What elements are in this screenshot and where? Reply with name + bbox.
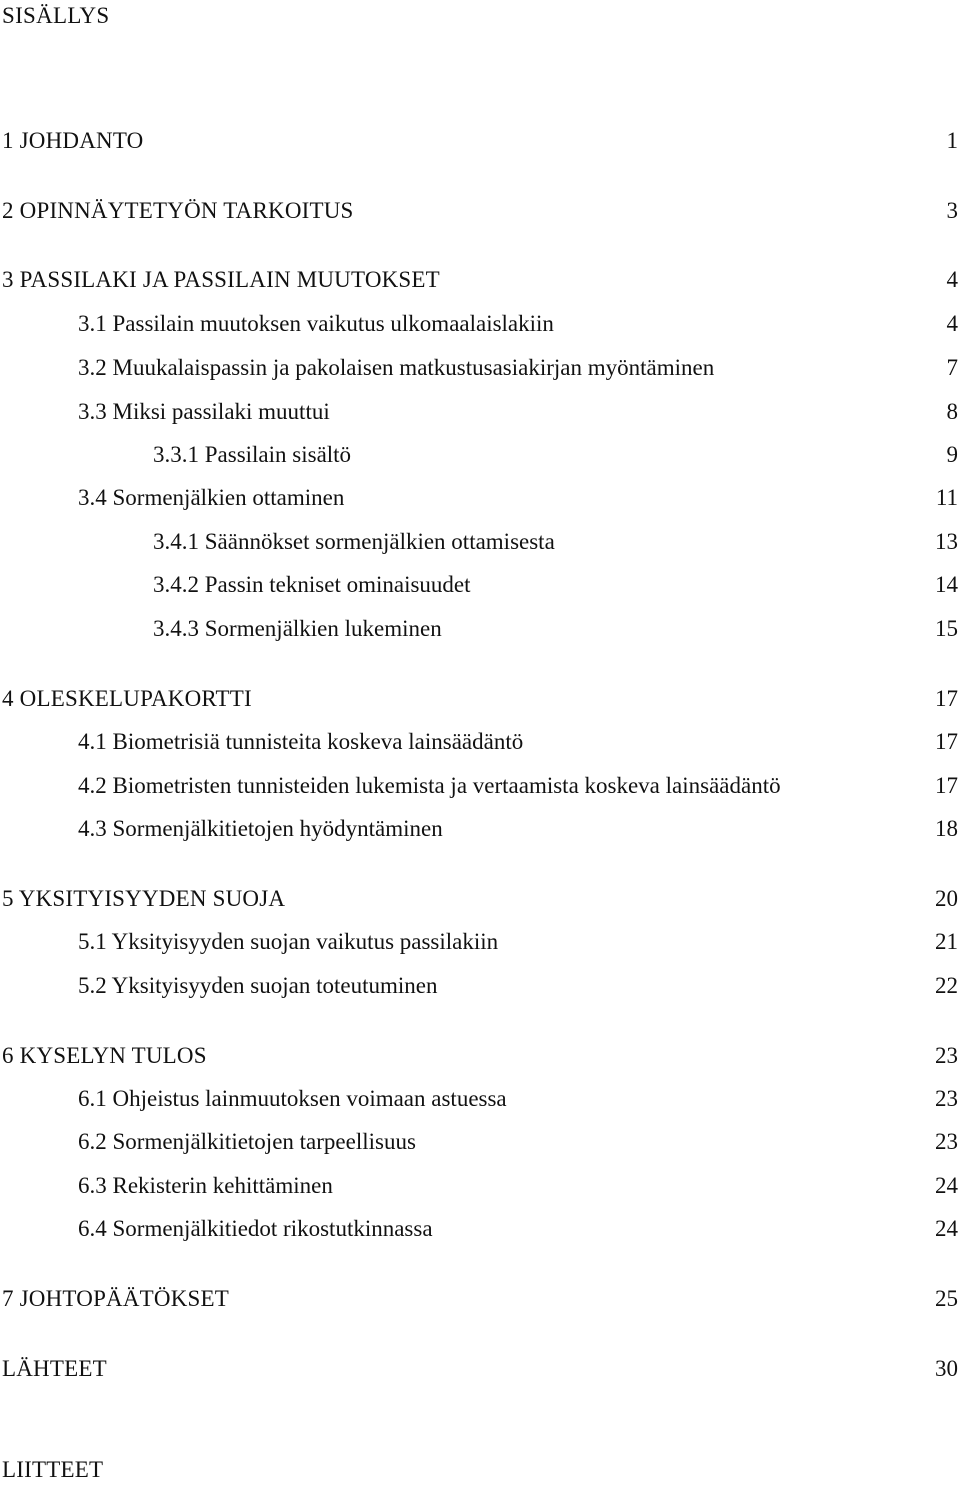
toc-entry[interactable]: [0, 196, 958, 226]
toc-entry-label: 3.4.3 Sormenjälkien lukeminen: [153, 616, 442, 641]
toc-entry[interactable]: [0, 483, 958, 513]
toc-entry[interactable]: [0, 1354, 958, 1384]
toc-entry-page: 24: [935, 1216, 958, 1241]
toc-entry[interactable]: [0, 527, 958, 557]
toc-entry-label: 4.1 Biometrisiä tunnisteita koskeva lainsäädäntö: [78, 729, 524, 754]
toc-entry-label: 3.4.1 Säännökset sormenjälkien ottamisesta: [153, 529, 555, 554]
toc-entry-label: 6.2 Sormenjälkitietojen tarpeellisuus: [78, 1129, 416, 1154]
toc-entry-label: 3.4 Sormenjälkien ottaminen: [78, 485, 345, 510]
toc-entry[interactable]: [0, 771, 958, 801]
toc-entry-label: 3.4.2 Passin tekniset ominaisuudet: [153, 572, 471, 597]
toc-entry[interactable]: [0, 927, 958, 957]
toc-entry-label: 3.3 Miksi passilaki muuttui: [78, 399, 330, 424]
toc-entry-label: 6.4 Sormenjälkitiedot rikostutkinnassa: [78, 1216, 433, 1241]
toc-entry-page: 15: [935, 616, 958, 641]
toc-entry-label: 2 OPINNÄYTETYÖN TARKOITUS: [2, 198, 354, 223]
toc-entry[interactable]: [0, 397, 958, 427]
toc-entry-page: 24: [935, 1173, 958, 1198]
toc-entry-page: 23: [935, 1086, 958, 1111]
toc-entry-page: 17: [935, 686, 958, 711]
toc-entry[interactable]: [0, 684, 958, 714]
toc-entry-page: 23: [935, 1043, 958, 1068]
toc-entry-label: 5.1 Yksityisyyden suojan vaikutus passilakiin: [78, 929, 499, 954]
toc-entry-label: 5 YKSITYISYYDEN SUOJA: [2, 886, 286, 911]
toc-title: SISÄLLYS: [2, 3, 110, 28]
toc-entry-label: 4 OLESKELUPAKORTTI: [2, 686, 252, 711]
toc-entry-label: 5.2 Yksityisyyden suojan toteutuminen: [78, 973, 438, 998]
toc-entry[interactable]: [0, 727, 958, 757]
toc-entry-page: 21: [935, 929, 958, 954]
toc-entry-page: 9: [946, 442, 958, 467]
toc-entry[interactable]: [0, 884, 958, 914]
toc-entry[interactable]: [0, 309, 958, 339]
toc-entry[interactable]: [0, 1084, 958, 1114]
toc-entry-label: 3.1 Passilain muutoksen vaikutus ulkomaalaislakiin: [78, 311, 554, 336]
toc-entry-page: 8: [946, 399, 958, 424]
toc-entry[interactable]: [0, 353, 958, 383]
toc-entry[interactable]: [0, 265, 958, 295]
toc-entry-page: 13: [935, 529, 958, 554]
toc-entry-page: 17: [935, 729, 958, 754]
toc-entry[interactable]: [0, 1127, 958, 1157]
toc-entry-label: 6.3 Rekisterin kehittäminen: [78, 1173, 333, 1198]
toc-entry-label: 3 PASSILAKI JA PASSILAIN MUUTOKSET: [2, 267, 440, 292]
toc-entry[interactable]: [0, 614, 958, 644]
toc-entry[interactable]: [0, 971, 958, 1001]
toc-entry-label: 4.2 Biometristen tunnisteiden lukemista ja vertaamista koskeva lainsäädäntö: [78, 773, 781, 798]
toc-entry-label: 3.3.1 Passilain sisältö: [153, 442, 352, 467]
toc-entry-page: 7: [946, 355, 958, 380]
toc-entry[interactable]: [0, 440, 958, 470]
toc-entry-page: 4: [946, 311, 958, 336]
toc-entry-page: 1: [946, 128, 958, 153]
toc-entry-page: 17: [935, 773, 958, 798]
toc-entry-label: LIITTEET: [2, 1457, 104, 1482]
toc-entry-page: 25: [935, 1286, 958, 1311]
toc-entry-label: 1 JOHDANTO: [2, 128, 144, 153]
toc-entry-label: 4.3 Sormenjälkitietojen hyödyntäminen: [78, 816, 443, 841]
toc-entry-label: 7 JOHTOPÄÄTÖKSET: [2, 1286, 230, 1311]
toc-entry-page: 30: [935, 1356, 958, 1381]
toc-entry-page: 18: [935, 816, 958, 841]
toc-entry[interactable]: [0, 1171, 958, 1201]
toc-entry[interactable]: [0, 814, 958, 844]
toc-entry-page: 4: [946, 267, 958, 292]
toc-entry-label: 6.1 Ohjeistus lainmuutoksen voimaan astuessa: [78, 1086, 507, 1111]
toc-entry[interactable]: [0, 1284, 958, 1314]
toc-entry-page: 22: [935, 973, 958, 998]
toc-entry[interactable]: [0, 1214, 958, 1244]
toc-entry-page: 23: [935, 1129, 958, 1154]
toc-entry-label: 3.2 Muukalaispassin ja pakolaisen matkustusasiakirjan myöntäminen: [78, 355, 715, 380]
toc-entry-label: LÄHTEET: [2, 1356, 107, 1381]
toc-entry-page: 20: [935, 886, 958, 911]
toc-entry-label: 6 KYSELYN TULOS: [2, 1043, 207, 1068]
toc-entry[interactable]: [0, 126, 958, 156]
toc-entry[interactable]: [0, 570, 958, 600]
toc-entry-page: 11: [935, 485, 958, 510]
toc-entry-page: 3: [946, 198, 958, 223]
toc-entry-page: 14: [935, 572, 958, 597]
toc-entry[interactable]: [0, 1041, 958, 1071]
